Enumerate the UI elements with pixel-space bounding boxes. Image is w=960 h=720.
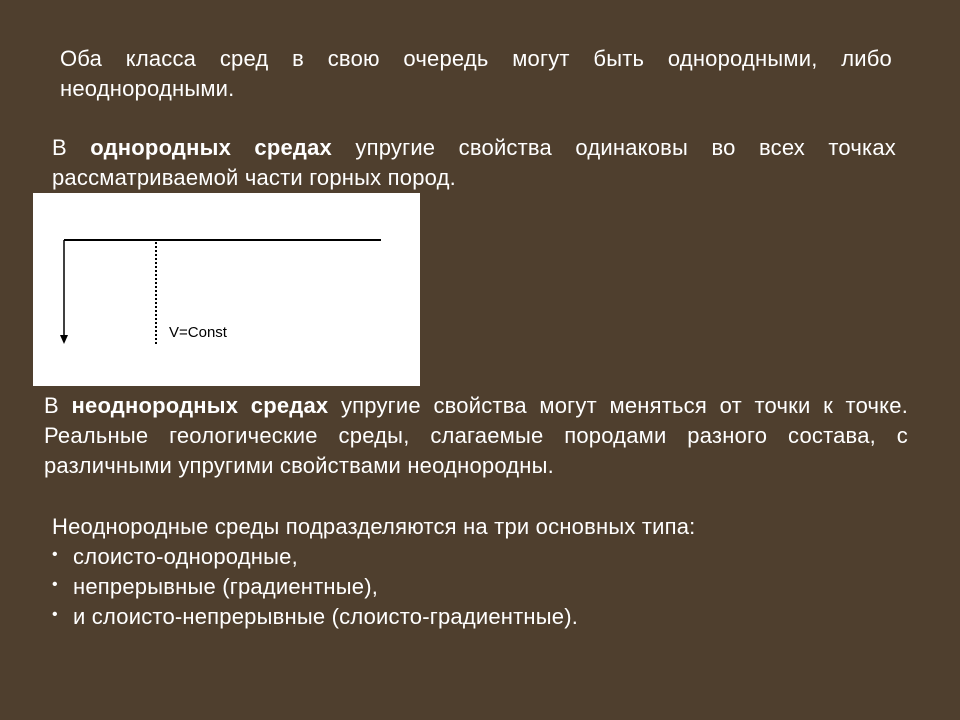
bullet-icon: • xyxy=(52,606,58,623)
bullet-icon: • xyxy=(52,576,58,593)
inhomogeneous-text: упругие свойства могут меняться от точки к точке. Реальные геологические среды, слагаемые породами разного состава, с различными упругими свойствами неоднородны. xyxy=(44,393,909,478)
list-item-text: и слоисто-непрерывные (слоисто-градиентные). xyxy=(73,604,579,629)
types-heading: Неоднородные среды подразделяются на три основных типа: xyxy=(52,514,696,539)
list-item-text: непрерывные (градиентные), xyxy=(73,574,379,599)
intro-paragraph xyxy=(60,44,892,104)
types-list xyxy=(52,542,872,632)
velocity-label: V=Const xyxy=(169,324,227,341)
homogeneous-text: упругие свойства одинаковы во всех точках рассматриваемой части горных пород. xyxy=(52,135,896,190)
homogeneous-term: однородных средах xyxy=(90,135,332,160)
list-item xyxy=(52,572,872,602)
inhomogeneous-term: неоднородных средах xyxy=(71,393,329,418)
bullet-icon: • xyxy=(52,546,58,563)
homogeneous-prefix: В xyxy=(52,135,91,160)
inhomogeneous-prefix: В xyxy=(44,393,72,418)
list-item xyxy=(52,542,872,572)
homogeneous-paragraph xyxy=(52,133,896,193)
depth-arrow-icon xyxy=(60,335,68,344)
inhomogeneous-paragraph xyxy=(44,391,908,481)
list-item xyxy=(52,602,872,632)
types-section xyxy=(52,512,872,632)
homogeneous-medium-diagram xyxy=(33,193,420,386)
list-item-text: слоисто-однородные, xyxy=(73,544,298,569)
intro-text: Оба класса сред в свою очередь могут быть однородными, либо неоднородными. xyxy=(60,46,892,101)
diagram-svg xyxy=(33,193,420,386)
